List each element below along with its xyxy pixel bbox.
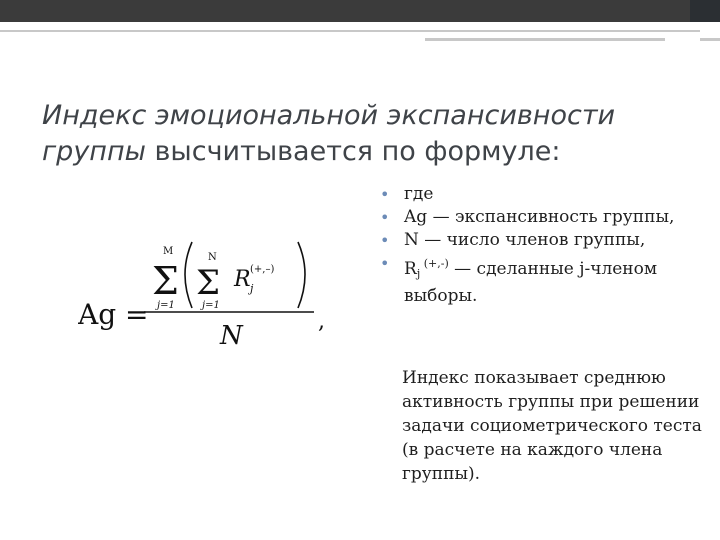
term-sup: (+,–) <box>250 264 275 275</box>
bullet-where-text: где <box>404 184 434 204</box>
bullet-rj-text: — сделанные j-членом выборы. <box>404 259 658 306</box>
denominator: N <box>220 321 243 351</box>
header-rule <box>0 30 700 32</box>
outer-sum-top: M <box>163 246 174 257</box>
header-rule-accent <box>425 38 665 41</box>
title-regular: высчитывается по формуле: <box>145 136 561 167</box>
top-decorative-bar <box>0 0 720 22</box>
inner-sum-symbol: Σ <box>196 263 221 303</box>
formula-image <box>78 232 338 352</box>
bullet-rj-sub: j <box>416 267 421 280</box>
bullet-rj-sup: (+,-) <box>420 257 449 270</box>
bullet-ag-text: Ag — экспансивность группы, <box>404 207 675 227</box>
inner-sum-bottom: j=1 <box>202 300 220 311</box>
outer-sum-symbol: Σ <box>152 259 179 303</box>
definitions-list <box>392 183 712 308</box>
outer-sum-bottom: j=1 <box>157 300 175 311</box>
formula-trailing-comma: , <box>318 309 325 334</box>
bullet-ag <box>392 206 712 229</box>
explanation-paragraph: Индекс показывает среднюю активность группы при решении задачи социометрического теста (в расчете на каждого члена группы). <box>402 368 702 484</box>
top-bar-accent <box>690 0 720 22</box>
term: R <box>234 267 251 292</box>
left-paren <box>185 242 192 308</box>
bullet-rj <box>392 252 712 308</box>
slide-title <box>42 98 702 170</box>
header-rule-lines <box>0 22 720 52</box>
bullet-n <box>392 229 712 252</box>
title-italic: Индекс эмоциональной экспансивности группы <box>42 100 616 167</box>
inner-sum-top: N <box>208 252 217 263</box>
formula-lhs: Ag = <box>78 298 149 331</box>
header-rule-accent-right <box>700 38 720 41</box>
right-paren <box>298 242 305 308</box>
bullet-n-text: N — число членов группы, <box>404 230 646 250</box>
term-sub: j <box>250 282 254 295</box>
bullet-where <box>392 183 712 206</box>
bullet-rj-prefix: R <box>404 259 417 279</box>
